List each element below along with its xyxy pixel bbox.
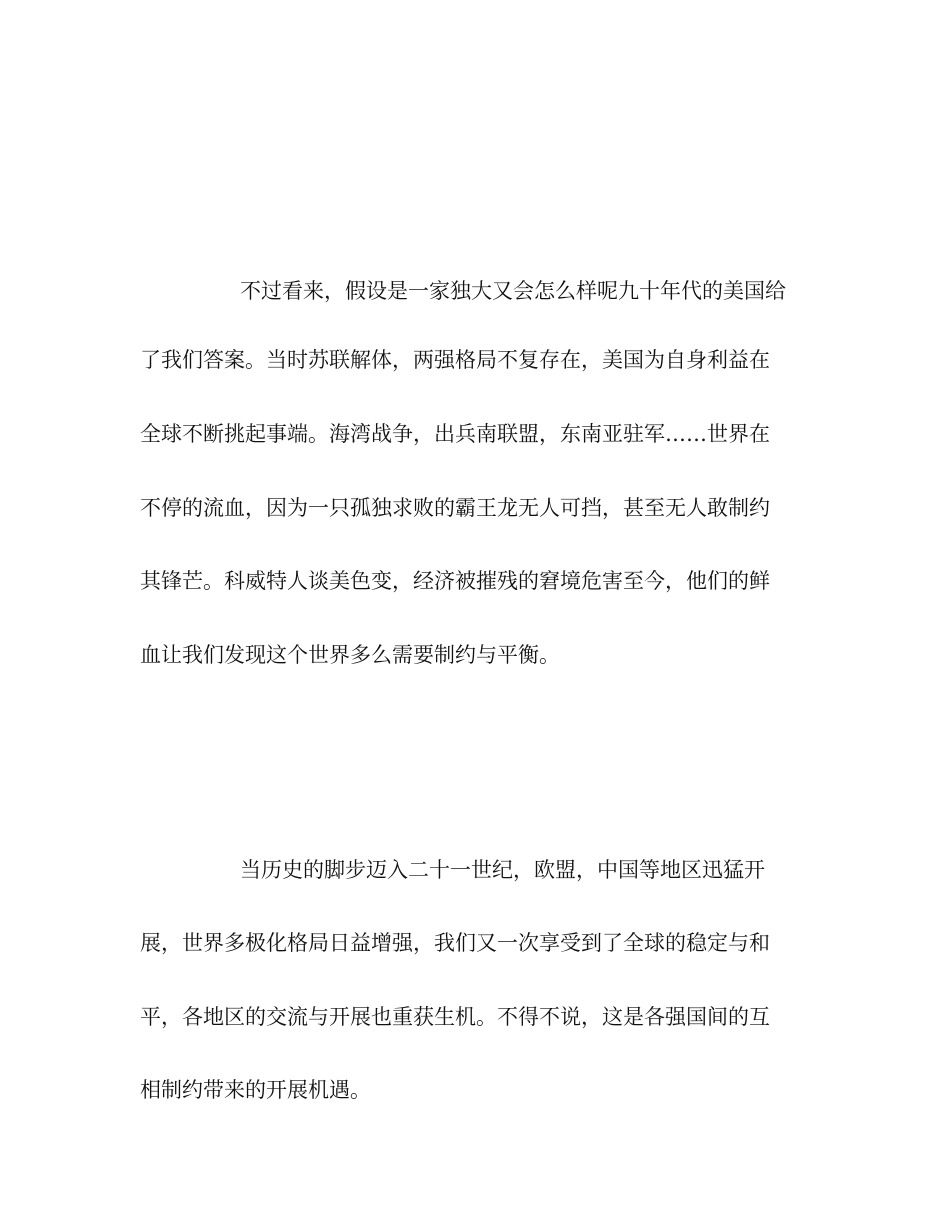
paragraph-line: 平，各地区的交流与开展也重获生机。不得不说，这是各强国间的互 xyxy=(140,1005,770,1029)
paragraph-line: 当历史的脚步迈入二十一世纪，欧盟，中国等地区迅猛开 xyxy=(240,858,765,882)
paragraph-line: 展，世界多极化格局日益增强，我们又一次享受到了全球的稳定与和 xyxy=(140,931,770,955)
paragraph-line: 了我们答案。当时苏联解体，两强格局不复存在，美国为自身利益在 xyxy=(140,348,770,372)
paragraph-line: 相制约带来的开展机遇。 xyxy=(140,1078,371,1102)
paragraph-line: 全球不断挑起事端。海湾战争，出兵南联盟，东南亚驻军……世界在 xyxy=(140,422,770,446)
paragraph-line: 不停的流血，因为一只孤独求败的霸王龙无人可挡，甚至无人敢制约 xyxy=(140,496,770,520)
paragraph-line: 其锋芒。科威特人谈美色变，经济被摧残的窘境危害至今，他们的鲜 xyxy=(140,569,770,593)
paragraph-line: 不过看来，假设是一家独大又会怎么样呢九十年代的美国给 xyxy=(240,279,786,303)
paragraph-line: 血让我们发现这个世界多么需要制约与平衡。 xyxy=(140,643,560,667)
